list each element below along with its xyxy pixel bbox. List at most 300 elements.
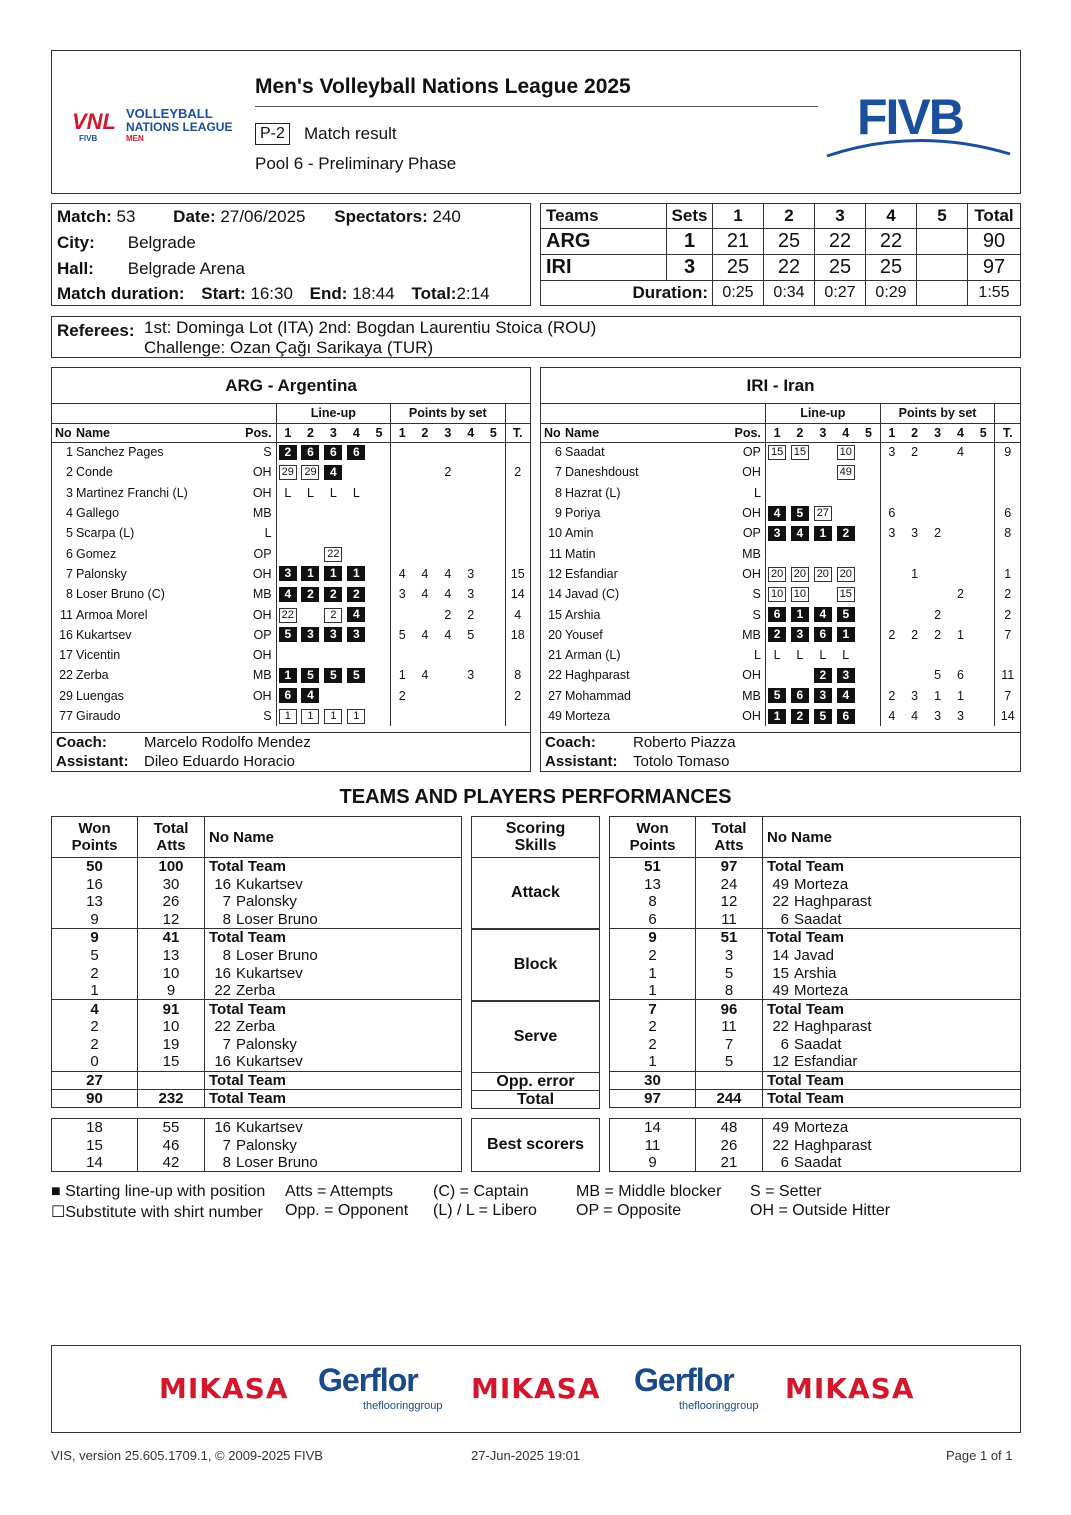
won-points: 9 bbox=[610, 929, 696, 947]
total-time: 2:14 bbox=[456, 284, 490, 303]
vnl-letters: VNL bbox=[72, 109, 116, 134]
player-position: MB bbox=[252, 506, 272, 521]
col-points-set: 2 bbox=[903, 423, 926, 442]
player-number: 16 bbox=[59, 627, 73, 642]
lineup-cell bbox=[788, 442, 811, 462]
total-atts: 30 bbox=[138, 875, 205, 893]
player-number: 27 bbox=[548, 688, 562, 703]
vnl-logo-line1: VOLLEYBALL bbox=[126, 106, 213, 121]
lineup-cell bbox=[765, 645, 788, 665]
legend-op: OP = Opposite bbox=[576, 1202, 682, 1219]
player-no-name bbox=[763, 1136, 1021, 1154]
fivb-logo bbox=[822, 86, 1012, 166]
player-name: Arman (L) bbox=[564, 648, 621, 663]
player-no-name bbox=[205, 1018, 462, 1036]
points-set bbox=[880, 462, 903, 482]
player-name: Kukartsev bbox=[236, 1119, 303, 1137]
player-name: Haghparast bbox=[794, 1018, 872, 1036]
col-points-set: 4 bbox=[459, 423, 482, 442]
document-header bbox=[51, 50, 1021, 194]
player-no-name bbox=[763, 1035, 1021, 1053]
points-set: 3 bbox=[934, 709, 942, 723]
player-no-name bbox=[763, 946, 1021, 964]
scoring-skills-header bbox=[471, 816, 600, 858]
total-atts: 100 bbox=[138, 858, 205, 876]
lineup-cell bbox=[857, 625, 880, 645]
points-set bbox=[949, 564, 972, 584]
player-name: Conde bbox=[75, 465, 113, 480]
points-set bbox=[482, 503, 505, 523]
player-name: Palonsky bbox=[236, 1035, 297, 1053]
starting-position: 5 bbox=[814, 709, 832, 724]
lineup-cell bbox=[322, 584, 345, 604]
points-total: 15 bbox=[505, 564, 530, 584]
score-header-set3: 3 bbox=[815, 204, 866, 229]
points-set: 1 bbox=[957, 688, 964, 703]
lineup-cell bbox=[857, 483, 880, 503]
player-no-name bbox=[205, 982, 462, 1000]
substitute-number: 15 bbox=[768, 445, 786, 460]
lineup-cell bbox=[299, 665, 322, 685]
starting-position: 3 bbox=[279, 566, 297, 581]
lineup-cell bbox=[811, 645, 834, 665]
points-set bbox=[482, 462, 505, 482]
score-team: IRI bbox=[541, 255, 667, 281]
points-total bbox=[995, 543, 1020, 563]
lineup-cell bbox=[811, 462, 834, 482]
substitute-number: 15 bbox=[791, 445, 809, 460]
points-set bbox=[880, 665, 903, 685]
lineup-cell bbox=[811, 503, 834, 523]
points-set bbox=[391, 503, 414, 523]
player-no-name bbox=[763, 893, 1021, 911]
starting-position: 5 bbox=[279, 627, 297, 642]
player-name: Total Team bbox=[767, 929, 844, 947]
legend-starting: ■ Starting line-up with position bbox=[51, 1183, 266, 1200]
gerflor-tagline: theflooringgroup bbox=[679, 1400, 759, 1412]
points-set bbox=[436, 523, 459, 543]
score-total: 90 bbox=[968, 229, 1021, 255]
gerflor-logo: Gerflor bbox=[318, 1362, 418, 1398]
player-position: L bbox=[753, 648, 761, 663]
player-no-name bbox=[763, 964, 1021, 982]
perf-player-row bbox=[52, 911, 462, 929]
points-set bbox=[949, 645, 972, 665]
won-points: 8 bbox=[610, 893, 696, 911]
perf-player-row bbox=[610, 1119, 1021, 1137]
start-label: Start: bbox=[201, 284, 246, 303]
player-name: Palonsky bbox=[236, 1136, 297, 1154]
starting-position: 3 bbox=[768, 526, 786, 541]
vnl-fivb-small: FIVB bbox=[79, 134, 98, 143]
player-no-name bbox=[205, 1071, 462, 1089]
lineup-cell bbox=[368, 604, 391, 624]
match-label: Match: bbox=[57, 207, 112, 226]
player-row bbox=[541, 543, 1020, 563]
player-number: 4 bbox=[66, 506, 73, 521]
points-set: 3 bbox=[467, 566, 475, 581]
points-set bbox=[903, 462, 926, 482]
player-name: Saadat bbox=[794, 1154, 842, 1172]
lineup-cell bbox=[765, 686, 788, 706]
lineup-cell bbox=[368, 442, 391, 462]
starting-position: 4 bbox=[279, 587, 297, 602]
coach-name: Marcelo Rodolfo Mendez bbox=[144, 734, 311, 751]
col-points-set: 5 bbox=[482, 423, 505, 442]
lineup-cell bbox=[834, 462, 857, 482]
libero-mark: L bbox=[352, 485, 360, 500]
points-set bbox=[436, 706, 459, 726]
total-atts: 10 bbox=[138, 964, 205, 982]
perf-player-row bbox=[52, 1136, 462, 1154]
score-row-arg bbox=[541, 229, 1021, 255]
coach-block bbox=[541, 732, 1020, 771]
col-no-name: No Name bbox=[205, 817, 462, 858]
starting-position: 4 bbox=[347, 607, 365, 622]
total-atts: 7 bbox=[696, 1035, 763, 1053]
player-number: 12 bbox=[548, 566, 562, 581]
col-won-points: Won Points bbox=[52, 817, 138, 858]
lineup-cell bbox=[834, 645, 857, 665]
player-name: Kukartsev bbox=[236, 875, 303, 893]
lineup-cell bbox=[788, 686, 811, 706]
lineup-cell bbox=[299, 584, 322, 604]
coach-label: Coach: bbox=[56, 734, 107, 751]
points-set bbox=[972, 442, 995, 462]
referees bbox=[51, 316, 1021, 358]
legend-captain: (C) = Captain bbox=[433, 1183, 529, 1200]
lineup-cell bbox=[276, 483, 299, 503]
assistant-name: Dileo Eduardo Horacio bbox=[144, 753, 295, 770]
lineup-cell bbox=[811, 442, 834, 462]
won-points: 1 bbox=[610, 964, 696, 982]
total-atts: 24 bbox=[696, 875, 763, 893]
points-set bbox=[926, 462, 949, 482]
lineup-cell bbox=[276, 584, 299, 604]
lineup-cell bbox=[276, 604, 299, 624]
points-set bbox=[926, 645, 949, 665]
end-time: 18:44 bbox=[352, 284, 395, 303]
player-no-name bbox=[205, 964, 462, 982]
points-by-set-header: Points by set bbox=[391, 404, 505, 423]
lineup-cell bbox=[322, 625, 345, 645]
perf-player-row bbox=[52, 893, 462, 911]
perf-player-row bbox=[610, 1035, 1021, 1053]
perf-player-row bbox=[52, 946, 462, 964]
lineup-cell bbox=[834, 442, 857, 462]
points-set bbox=[949, 462, 972, 482]
player-row bbox=[541, 442, 1020, 462]
perf-player-row bbox=[610, 1053, 1021, 1071]
starting-position: 2 bbox=[768, 627, 786, 642]
document-code: P-2 bbox=[255, 123, 290, 145]
match-info bbox=[51, 203, 531, 306]
perf-total-row bbox=[610, 858, 1021, 876]
legend-mb: MB = Middle blocker bbox=[576, 1183, 722, 1200]
score-header-set2: 2 bbox=[764, 204, 815, 229]
total-atts: 42 bbox=[138, 1154, 205, 1172]
player-row bbox=[52, 503, 530, 523]
lineup-cell bbox=[299, 543, 322, 563]
player-no-name bbox=[763, 1053, 1021, 1071]
lineup-cell bbox=[857, 706, 880, 726]
lineup-cell bbox=[345, 665, 368, 685]
lineup-cell bbox=[322, 442, 345, 462]
lineup-cell bbox=[834, 625, 857, 645]
player-position: OH bbox=[742, 668, 761, 683]
col-lineup-set: 3 bbox=[322, 423, 345, 442]
points-total bbox=[505, 706, 530, 726]
player-no-name bbox=[205, 1136, 462, 1154]
player-name: Zerba bbox=[236, 982, 276, 1000]
points-total bbox=[505, 645, 530, 665]
player-position: MB bbox=[252, 587, 272, 602]
player-number: 8 bbox=[222, 946, 231, 964]
points-set bbox=[459, 503, 482, 523]
roster-header-blank bbox=[995, 404, 1020, 423]
player-number: 7 bbox=[555, 465, 562, 480]
points-set bbox=[459, 442, 482, 462]
player-name: Mohammad bbox=[564, 688, 631, 703]
points-set bbox=[880, 584, 903, 604]
player-position: OH bbox=[252, 485, 272, 500]
roster-column-headers bbox=[541, 423, 1020, 442]
player-name: Morteza bbox=[794, 982, 849, 1000]
player-name: Haghparast bbox=[794, 1136, 872, 1154]
lineup-cell bbox=[834, 564, 857, 584]
points-set bbox=[926, 483, 949, 503]
player-name: Amin bbox=[564, 526, 594, 541]
mikasa-logo: MIKASA bbox=[471, 1372, 601, 1405]
perf-player-row bbox=[610, 911, 1021, 929]
player-name: Gomez bbox=[75, 546, 117, 561]
player-row bbox=[541, 625, 1020, 645]
lineup-cell bbox=[788, 665, 811, 685]
lineup-cell bbox=[322, 543, 345, 563]
lineup-cell bbox=[857, 564, 880, 584]
skill-total: Total bbox=[471, 1090, 600, 1109]
player-number: 6 bbox=[780, 1035, 789, 1053]
player-name: Saadat bbox=[794, 1035, 842, 1053]
points-set bbox=[482, 645, 505, 665]
match-info-row4 bbox=[57, 284, 490, 304]
points-set bbox=[972, 665, 995, 685]
player-name: Javad bbox=[794, 946, 835, 964]
points-set: 5 bbox=[934, 668, 942, 683]
player-row bbox=[541, 483, 1020, 503]
player-number: 2 bbox=[66, 465, 73, 480]
lineup-cell bbox=[857, 543, 880, 563]
total-atts: 12 bbox=[696, 893, 763, 911]
lineup-cell bbox=[857, 584, 880, 604]
player-position: S bbox=[752, 607, 761, 622]
player-row bbox=[541, 564, 1020, 584]
lineup-cell bbox=[322, 503, 345, 523]
player-name: Haghparast bbox=[564, 668, 630, 683]
points-set bbox=[949, 503, 972, 523]
lineup-cell bbox=[345, 483, 368, 503]
player-row bbox=[541, 462, 1020, 482]
col-points-set: 3 bbox=[436, 423, 459, 442]
points-set bbox=[413, 442, 436, 462]
player-name: Total Team bbox=[767, 1000, 844, 1018]
player-number: 14 bbox=[772, 946, 789, 964]
points-set bbox=[459, 686, 482, 706]
end-label: End: bbox=[309, 284, 348, 303]
player-number: 16 bbox=[214, 1119, 231, 1137]
points-set bbox=[903, 543, 926, 563]
player-number: 6 bbox=[66, 546, 73, 561]
lineup-cell bbox=[299, 564, 322, 584]
player-name: Scarpa (L) bbox=[75, 526, 135, 541]
player-name: Zerba bbox=[75, 668, 109, 683]
sponsors-banner bbox=[51, 1345, 1021, 1433]
vnl-logo-line2: NATIONS LEAGUE bbox=[126, 120, 233, 134]
points-set: 3 bbox=[391, 584, 414, 604]
player-name: Palonsky bbox=[236, 893, 297, 911]
lineup-cell bbox=[345, 523, 368, 543]
score-set4: 22 bbox=[866, 229, 917, 255]
col-lineup-set: 5 bbox=[857, 423, 880, 442]
player-name: Total Team bbox=[767, 1089, 844, 1107]
player-name: Matin bbox=[564, 546, 596, 561]
starting-position: 5 bbox=[324, 668, 342, 683]
player-number: 17 bbox=[59, 648, 73, 663]
points-total bbox=[995, 462, 1020, 482]
perf-player-row bbox=[52, 1154, 462, 1172]
libero-mark: L bbox=[329, 485, 337, 500]
player-row bbox=[52, 706, 530, 726]
lineup-cell bbox=[368, 523, 391, 543]
lineup-cell bbox=[811, 625, 834, 645]
lineup-cell bbox=[322, 564, 345, 584]
starting-position: 3 bbox=[791, 627, 809, 642]
player-name: Loser Bruno bbox=[236, 946, 318, 964]
starting-position: 4 bbox=[791, 526, 809, 541]
legend-substitute: ☐Substitute with shirt number bbox=[51, 1204, 263, 1221]
player-number: 15 bbox=[548, 607, 562, 622]
referees-line2: Challenge: Ozan Çağı Sarikaya (TUR) bbox=[144, 338, 434, 357]
lineup-cell bbox=[765, 564, 788, 584]
total-atts: 9 bbox=[138, 982, 205, 1000]
points-total bbox=[505, 543, 530, 563]
lineup-cell bbox=[857, 523, 880, 543]
won-points: 15 bbox=[52, 1136, 138, 1154]
vnl-logo bbox=[72, 103, 237, 148]
mikasa-logo: MIKASA bbox=[159, 1372, 289, 1405]
gerflor-logo: Gerflor bbox=[634, 1362, 734, 1398]
points-set bbox=[436, 543, 459, 563]
starting-position: 4 bbox=[814, 607, 832, 622]
total-atts: 5 bbox=[696, 1053, 763, 1071]
substitute-number: 1 bbox=[279, 709, 297, 724]
player-number: 22 bbox=[772, 1018, 789, 1036]
score-sets-won: 1 bbox=[667, 229, 713, 255]
points-set bbox=[949, 523, 972, 543]
won-points: 1 bbox=[52, 982, 138, 1000]
won-points: 16 bbox=[52, 875, 138, 893]
assistant-label: Assistant: bbox=[56, 753, 129, 770]
lineup-cell bbox=[368, 462, 391, 482]
lineup-cell bbox=[368, 543, 391, 563]
won-points: 0 bbox=[52, 1053, 138, 1071]
points-total: 7 bbox=[995, 625, 1020, 645]
col-no: No bbox=[541, 423, 565, 442]
player-name: Morteza bbox=[564, 709, 611, 723]
player-no-name bbox=[205, 1119, 462, 1137]
player-name: Javad (C) bbox=[564, 587, 620, 602]
player-name: Esfandiar bbox=[794, 1053, 858, 1071]
points-total: 4 bbox=[505, 604, 530, 624]
start-time: 16:30 bbox=[250, 284, 293, 303]
roster-column-headers bbox=[52, 423, 530, 442]
points-set bbox=[926, 442, 949, 462]
starting-position: 3 bbox=[814, 688, 832, 703]
match-number: 53 bbox=[116, 207, 136, 226]
col-lineup-set: 1 bbox=[276, 423, 299, 442]
substitute-number: 1 bbox=[301, 709, 319, 724]
score-set5 bbox=[917, 229, 968, 255]
lineup-cell bbox=[299, 706, 322, 726]
col-points-set: 3 bbox=[926, 423, 949, 442]
player-number: 6 bbox=[555, 445, 562, 460]
score-header-teams: Teams bbox=[541, 204, 667, 229]
player-no-name bbox=[763, 1071, 1021, 1089]
player-number: 11 bbox=[549, 546, 562, 561]
points-total: 6 bbox=[995, 503, 1020, 523]
points-set bbox=[482, 584, 505, 604]
player-no-name bbox=[205, 946, 462, 964]
points-set bbox=[413, 645, 436, 665]
points-set bbox=[482, 604, 505, 624]
points-set bbox=[482, 564, 505, 584]
total-atts bbox=[696, 1071, 763, 1089]
player-position: MB bbox=[742, 627, 761, 642]
lineup-header: Line-up bbox=[765, 404, 880, 423]
points-set bbox=[903, 584, 926, 604]
player-row bbox=[541, 503, 1020, 523]
lineup-cell bbox=[788, 645, 811, 665]
player-no-name bbox=[205, 929, 462, 947]
points-total bbox=[505, 442, 530, 462]
lineup-cell bbox=[834, 604, 857, 624]
lineup-cell bbox=[345, 442, 368, 462]
player-number: 7 bbox=[222, 1136, 231, 1154]
points-set bbox=[482, 543, 505, 563]
starting-position: 6 bbox=[301, 445, 319, 460]
points-set: 4 bbox=[957, 445, 964, 460]
lineup-cell bbox=[276, 665, 299, 685]
hall-value: Belgrade Arena bbox=[127, 259, 245, 278]
perf-total-row bbox=[52, 1000, 462, 1018]
col-lineup-set: 4 bbox=[834, 423, 857, 442]
roster-header-blank bbox=[505, 404, 530, 423]
player-name: Total Team bbox=[209, 929, 286, 947]
points-set bbox=[482, 625, 505, 645]
player-name: Palonsky bbox=[75, 566, 127, 581]
title-divider bbox=[255, 106, 818, 107]
points-set: 2 bbox=[444, 607, 452, 622]
starting-position: 1 bbox=[768, 709, 786, 724]
points-total bbox=[505, 523, 530, 543]
points-set: 3 bbox=[911, 688, 919, 703]
libero-mark: L bbox=[773, 648, 781, 663]
lineup-cell bbox=[299, 604, 322, 624]
player-number: 22 bbox=[772, 893, 789, 911]
points-set: 4 bbox=[391, 564, 414, 584]
total-atts: 10 bbox=[138, 1018, 205, 1036]
player-name: Saadat bbox=[564, 445, 605, 460]
